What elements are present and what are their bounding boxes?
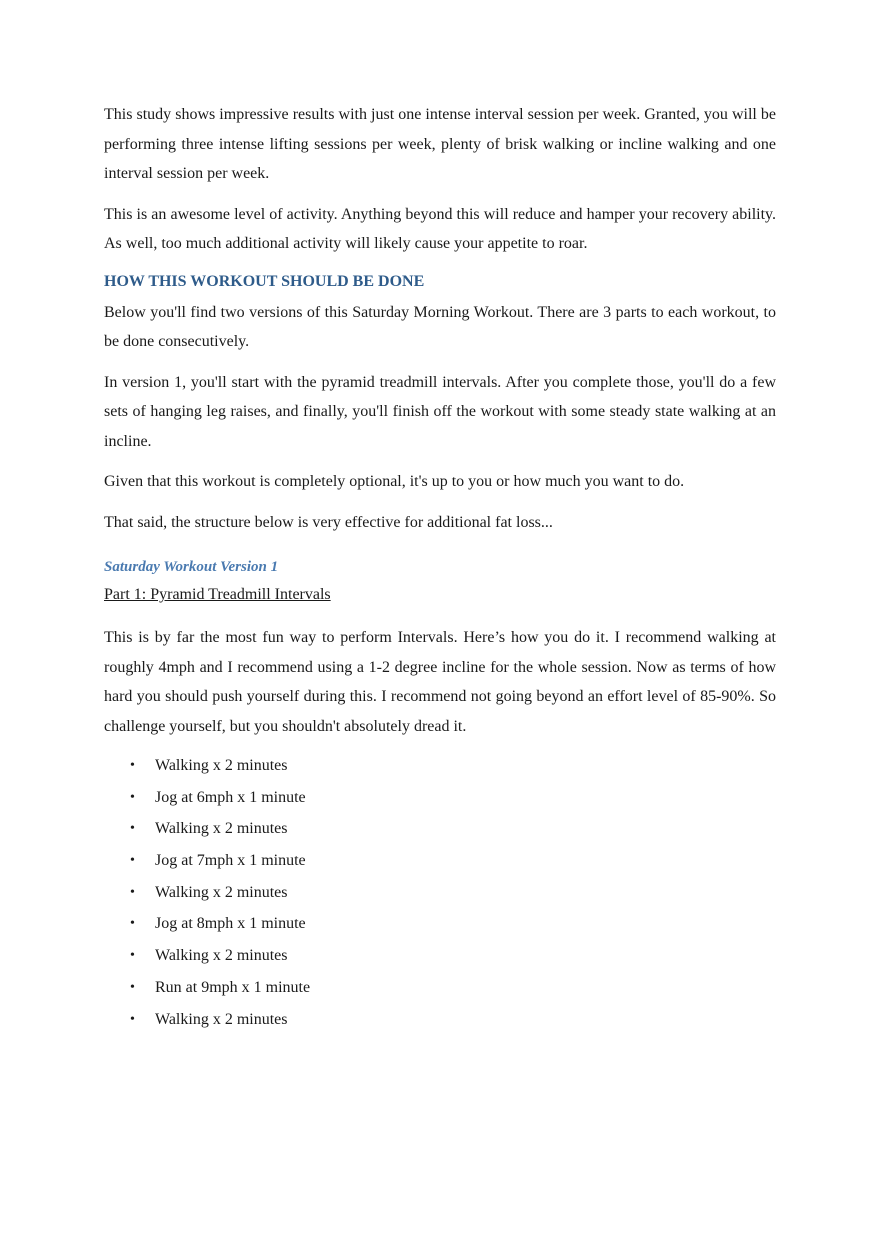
section-paragraph-4: That said, the structure below is very effective for additional fat loss...: [104, 513, 553, 531]
list-item-text: Walking x 2 minutes: [155, 757, 288, 774]
part-title: Part 1: Pyramid Treadmill Intervals: [104, 586, 331, 603]
list-item-text: Run at 9mph x 1 minute: [155, 978, 311, 996]
list-item: [104, 914, 776, 934]
list-item-text: Jog at 7mph x 1 minute: [155, 852, 306, 870]
bullet-icon: •: [130, 948, 135, 964]
bullet-icon: •: [130, 884, 135, 900]
part-paragraph: This is by far the most fun way to perform Intervals. Here’s how you do it. I recommend walking at roughly 4mph and I recommend using a 1-2 degree incline for the whole session. Now as terms of how hard you should push yourself during this. I recommend not going beyond an effort level of 85-90%. So challenge yourself, but you shouldn't absolutely dread it.: [104, 629, 776, 735]
list-item: [104, 978, 776, 998]
list-item-text: Jog at 6mph x 1 minute: [155, 788, 306, 806]
list-item-text: Walking x 2 minutes: [155, 947, 288, 965]
section-paragraph-2: In version 1, you'll start with the pyramid treadmill intervals. After you complete those, you'll do a few sets of hanging leg raises, and finally, you'll finish off the workout with some steady state walking at an incline.: [104, 373, 776, 450]
bullet-icon: •: [130, 916, 135, 932]
bullet-icon: •: [130, 979, 135, 995]
list-item-text: Jog at 8mph x 1 minute: [155, 915, 306, 933]
list-item: [104, 1010, 776, 1030]
document-page: [104, 100, 776, 1041]
list-item: [104, 788, 776, 808]
bullet-icon: •: [130, 1011, 135, 1027]
list-item: [104, 756, 776, 776]
bullet-icon: •: [130, 853, 135, 869]
list-item: [104, 819, 776, 839]
workout-version-heading: Saturday Workout Version 1: [104, 559, 279, 575]
list-item: [104, 883, 776, 903]
section-paragraph-1: Below you'll find two versions of this Saturday Morning Workout. There are 3 parts to each workout, to be done consecutively.: [104, 303, 776, 350]
intro-paragraph-2: This is an awesome level of activity. Anything beyond this will reduce and hamper your recovery ability. As well, too much additional activity will likely cause your appetite to roar.: [104, 205, 776, 252]
list-item: [104, 851, 776, 871]
section-paragraph-3: Given that this workout is completely optional, it's up to you or how much you want to do.: [104, 473, 685, 490]
interval-list: [104, 756, 776, 1030]
section-heading: HOW THIS WORKOUT SHOULD BE DONE: [104, 272, 425, 290]
intro-paragraph-1: This study shows impressive results with just one intense interval session per week. Granted, you will be performing three intense lifting sessions per week, plenty of brisk walking or incline walking and one interval session per week.: [104, 106, 776, 182]
list-item-text: Walking x 2 minutes: [155, 1010, 288, 1028]
list-item-text: Walking x 2 minutes: [155, 820, 288, 838]
bullet-icon: •: [130, 789, 135, 805]
list-item-text: Walking x 2 minutes: [155, 883, 288, 901]
bullet-icon: •: [130, 758, 135, 773]
list-item: [104, 946, 776, 966]
bullet-icon: •: [130, 821, 135, 837]
